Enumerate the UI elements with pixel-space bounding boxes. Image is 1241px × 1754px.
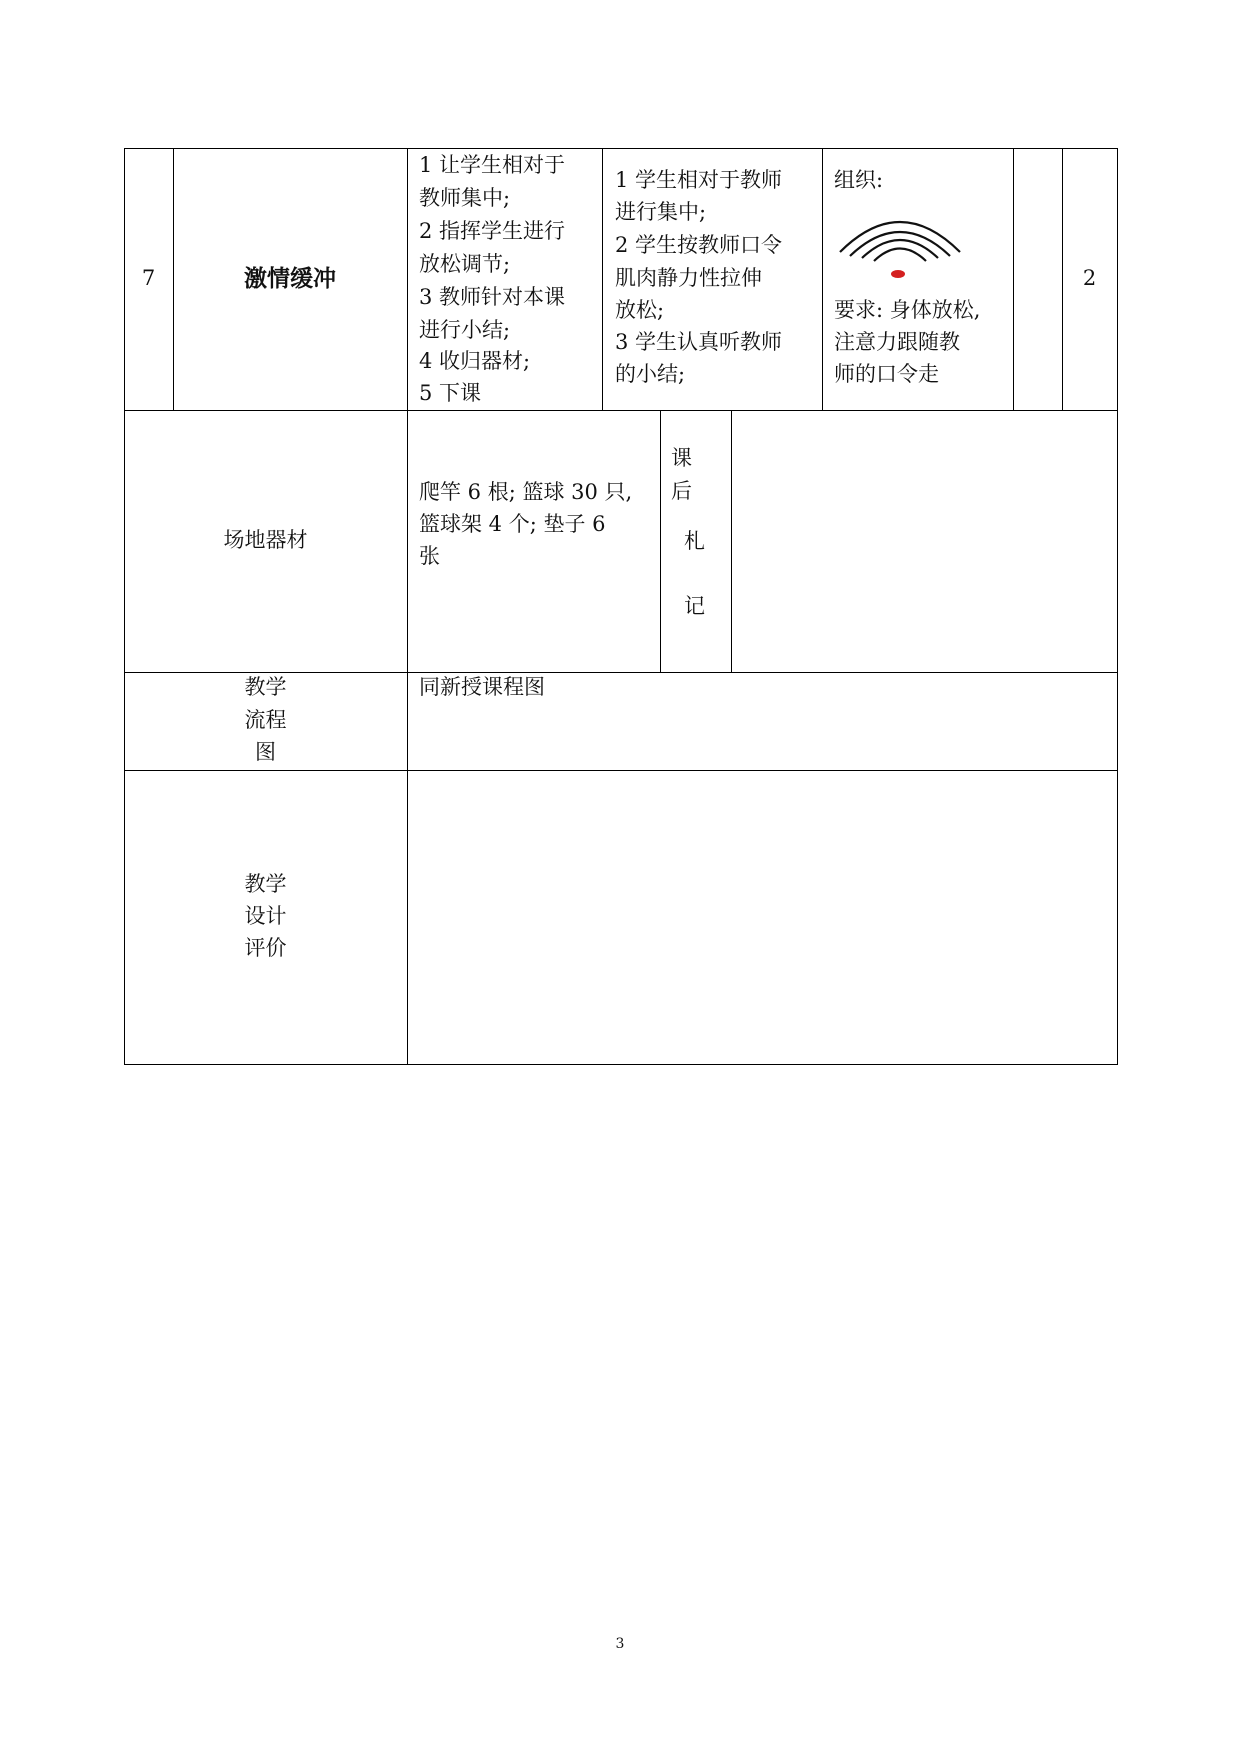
flowchart-label-line: 图 — [255, 740, 276, 764]
equipment-line: 张 — [419, 544, 440, 568]
teacher-line: 1 让学生相对于 — [419, 153, 566, 177]
requirement-line: 要求: 身体放松, — [834, 298, 981, 322]
teacher-line: 2 指挥学生进行 — [419, 219, 566, 243]
row-divider — [124, 410, 1118, 411]
requirement-line: 师的口令走 — [834, 362, 939, 386]
student-line: 1 学生相对于教师 — [615, 168, 783, 192]
student-line: 2 学生按教师口令 — [615, 233, 783, 257]
flowchart-content: 同新授课程图 — [419, 675, 545, 699]
evaluation-label-line: 设计 — [244, 904, 287, 928]
teacher-line: 4 收归器材; — [419, 349, 531, 373]
teacher-line: 教师集中; — [419, 186, 511, 210]
student-line: 放松; — [615, 298, 665, 322]
teacher-line: 5 下课 — [419, 381, 482, 405]
time-value: 2 — [1082, 266, 1097, 290]
student-line: 3 学生认真听教师 — [615, 330, 783, 354]
equipment-line: 篮球架 4 个; 垫子 6 — [419, 512, 606, 536]
row-divider — [124, 770, 1118, 771]
teacher-line: 3 教师针对本课 — [419, 285, 566, 309]
row-title: 激情缓冲 — [244, 265, 336, 292]
col-divider — [822, 148, 823, 410]
student-line: 肌肉静力性拉伸 — [615, 266, 762, 290]
formation-diagram — [836, 208, 964, 286]
row-number: 7 — [141, 266, 156, 290]
evaluation-label-line: 教学 — [244, 872, 287, 896]
flowchart-label-line: 流程 — [244, 708, 287, 732]
notes-label-char: 札 — [684, 529, 705, 553]
notes-label-char: 课 — [671, 446, 692, 470]
student-line: 进行集中; — [615, 200, 707, 224]
notes-label-char: 后 — [671, 479, 692, 503]
organization-label: 组织: — [834, 168, 884, 192]
col-divider — [407, 148, 408, 1064]
page-number: 3 — [615, 1636, 625, 1652]
table-border-bottom — [124, 1064, 1118, 1065]
formation-arc — [850, 232, 950, 256]
teacher-marker-icon — [891, 270, 905, 278]
equipment-label: 场地器材 — [223, 528, 308, 552]
formation-arc — [874, 249, 926, 262]
requirement-line: 注意力跟随教 — [834, 330, 960, 354]
col-divider — [731, 410, 732, 672]
teacher-line: 进行小结; — [419, 318, 511, 342]
evaluation-label-line: 评价 — [244, 936, 287, 960]
notes-label-char: 记 — [684, 594, 705, 618]
col-divider — [660, 410, 661, 672]
student-line: 的小结; — [615, 362, 686, 386]
col-divider — [602, 148, 603, 410]
table-border-top — [124, 148, 1118, 149]
flowchart-label-line: 教学 — [244, 675, 287, 699]
col-divider — [1013, 148, 1014, 410]
equipment-line: 爬竿 6 根; 篮球 30 只, — [419, 480, 633, 504]
table-border-right — [1117, 148, 1118, 1065]
teacher-line: 放松调节; — [419, 252, 511, 276]
